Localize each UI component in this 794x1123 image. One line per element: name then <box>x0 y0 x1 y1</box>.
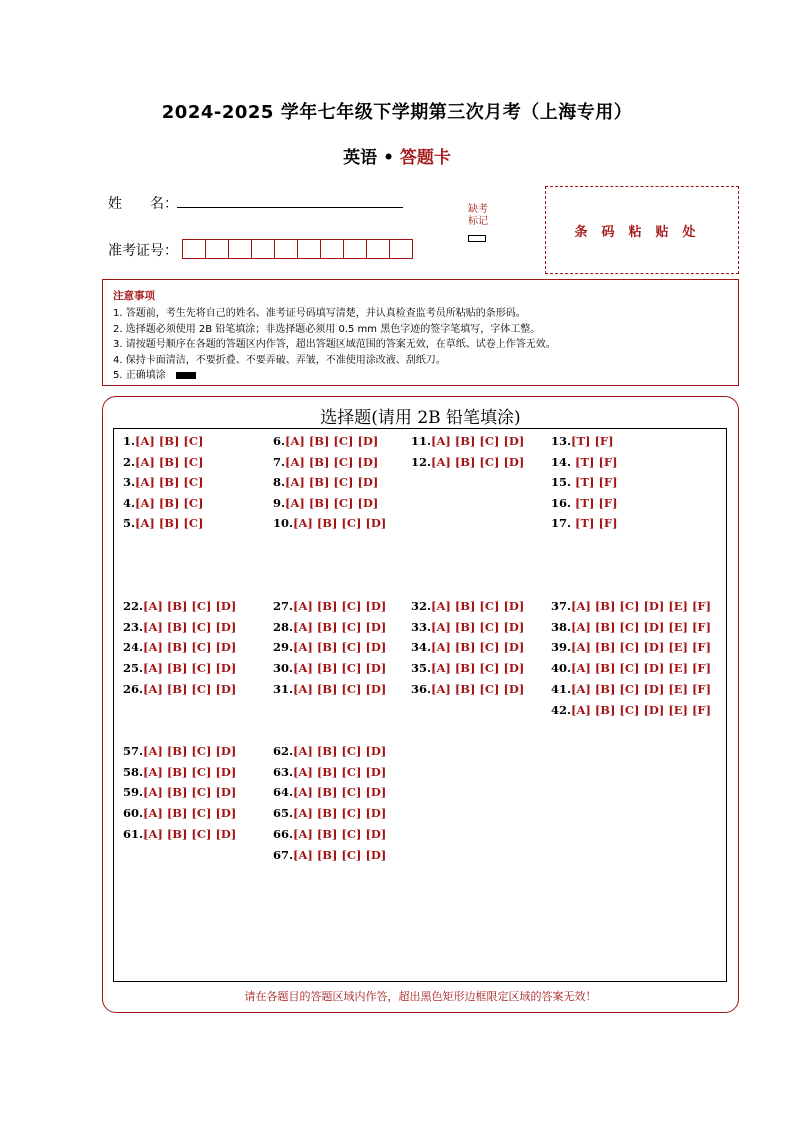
answer-options[interactable]: [A] [B] [C] [D] <box>293 744 387 758</box>
question-number: 61. <box>123 827 144 841</box>
answer-options[interactable]: [A] [B] [C] <box>135 475 204 489</box>
question-item[interactable] <box>411 455 524 469</box>
question-item[interactable] <box>273 661 386 675</box>
notice-item-fill-example <box>113 368 728 384</box>
id-digit-box[interactable] <box>389 239 413 259</box>
choice-title: 选择题(请用 2B 铅笔填涂) <box>320 408 521 428</box>
question-number: 4. <box>123 496 136 510</box>
id-boxes[interactable] <box>183 239 413 257</box>
question-item[interactable] <box>411 434 524 448</box>
question-item[interactable] <box>411 620 524 634</box>
filled-mark-icon <box>176 372 196 379</box>
question-number: 65. <box>273 806 294 820</box>
question-item[interactable] <box>411 599 524 613</box>
question-number: 26. <box>123 682 144 696</box>
name-label: 姓 名： <box>108 196 178 212</box>
answer-options[interactable]: [A] [B] [C] [D] <box>431 661 525 675</box>
answer-options[interactable]: [A] [B] [C] [D] <box>143 785 237 799</box>
question-item[interactable] <box>123 475 203 489</box>
question-number: 62. <box>273 744 294 758</box>
answer-options[interactable]: [A] [B] [C] [D] <box>431 599 525 613</box>
notice-item: 1. 答题前，考生先将自己的姓名、准考证号码填写清楚，并认真检查监考员所粘贴的条形码。 <box>113 308 526 319</box>
id-digit-box[interactable] <box>205 239 229 259</box>
answer-options[interactable]: [A] [B] [C] [D] <box>285 455 379 469</box>
question-item[interactable] <box>273 599 386 613</box>
question-number: 66. <box>273 827 294 841</box>
answer-options[interactable]: [A] [B] [C] [D] <box>293 827 387 841</box>
page-subtitle <box>0 143 794 168</box>
question-number: 10. <box>273 516 294 530</box>
question-number: 2. <box>123 455 136 469</box>
question-number: 40. <box>551 661 572 675</box>
question-number: 8. <box>273 475 286 489</box>
dot-separator: • <box>383 148 394 168</box>
card-name-label: 答题卡 <box>399 148 451 168</box>
answer-options[interactable]: [A] [B] [C] [D] <box>143 661 237 675</box>
id-digit-box[interactable] <box>274 239 298 259</box>
question-item[interactable] <box>273 785 386 799</box>
question-item[interactable] <box>273 848 386 862</box>
question-number: 17. <box>551 516 572 530</box>
answer-options[interactable]: [A] [B] [C] [D] <box>285 434 379 448</box>
question-item[interactable] <box>551 599 711 613</box>
question-item[interactable] <box>123 620 236 634</box>
question-number: 60. <box>123 806 144 820</box>
question-number: 41. <box>551 682 572 696</box>
question-item[interactable] <box>123 682 236 696</box>
question-number: 22. <box>123 599 144 613</box>
question-number: 15. <box>551 475 572 489</box>
question-item[interactable] <box>123 661 236 675</box>
question-number: 24. <box>123 640 144 654</box>
answer-options[interactable]: [A] [B] [C] [D] <box>293 806 387 820</box>
question-item[interactable] <box>273 434 378 448</box>
answer-options[interactable]: [A] [B] [C] [D] <box>293 620 387 634</box>
answer-options[interactable]: [A] [B] [C] [D] <box>285 475 379 489</box>
id-digit-box[interactable] <box>320 239 344 259</box>
question-number: 67. <box>273 848 294 862</box>
question-item[interactable] <box>273 744 386 758</box>
question-number: 31. <box>273 682 294 696</box>
id-digit-box[interactable] <box>297 239 321 259</box>
question-item[interactable] <box>123 516 203 530</box>
answer-options[interactable]: [A] [B] [C] [D] <box>431 620 525 634</box>
answer-options[interactable]: [A] [B] [C] <box>135 434 204 448</box>
question-number: 33. <box>411 620 432 634</box>
question-number: 32. <box>411 599 432 613</box>
question-number: 12. <box>411 455 432 469</box>
question-item[interactable] <box>551 703 711 717</box>
question-item[interactable] <box>273 516 386 530</box>
id-digit-box[interactable] <box>343 239 367 259</box>
answer-options[interactable]: [A] [B] [C] [D] <box>143 765 237 779</box>
notice-box <box>102 279 739 386</box>
question-item[interactable] <box>273 496 378 510</box>
answer-options[interactable]: [A] [B] [C] [D] <box>431 455 525 469</box>
notice-item-text: 5. 正确填涂 <box>113 370 166 381</box>
answer-options[interactable]: [T] [F] <box>571 455 618 469</box>
question-item[interactable] <box>551 496 618 510</box>
question-item[interactable] <box>123 640 236 654</box>
question-number: 16. <box>551 496 572 510</box>
answer-options[interactable]: [A] [B] [C] [D] [E] [F] <box>571 599 712 613</box>
question-number: 29. <box>273 640 294 654</box>
notice-item: 3. 请按题号顺序在各题的答题区内作答，超出答题区域范围的答案无效，在草纸、试卷上作答无效。 <box>113 339 556 350</box>
answer-options[interactable]: [A] [B] [C] [D] <box>431 434 525 448</box>
id-digit-box[interactable] <box>228 239 252 259</box>
question-item[interactable] <box>551 682 711 696</box>
answer-options[interactable]: [A] [B] [C] [D] [E] [F] <box>571 703 712 717</box>
question-number: 34. <box>411 640 432 654</box>
answer-options[interactable]: [A] [B] [C] [D] <box>431 640 525 654</box>
question-number: 6. <box>273 434 286 448</box>
question-item[interactable] <box>123 599 236 613</box>
name-field[interactable] <box>177 207 403 208</box>
barcode-area: 条码粘贴处 <box>545 186 739 274</box>
question-item[interactable] <box>411 661 524 675</box>
question-number: 13. <box>551 434 572 448</box>
answer-options[interactable]: [A] [B] [C] [D] <box>293 516 387 530</box>
question-number: 58. <box>123 765 144 779</box>
question-item[interactable] <box>273 475 378 489</box>
question-item[interactable] <box>273 806 386 820</box>
question-number: 64. <box>273 785 294 799</box>
question-number: 7. <box>273 455 286 469</box>
question-number: 11. <box>411 434 432 448</box>
absent-mark-box[interactable] <box>468 235 486 242</box>
answer-options[interactable]: [A] [B] [C] [D] <box>293 765 387 779</box>
question-number: 27. <box>273 599 294 613</box>
question-number: 39. <box>551 640 572 654</box>
answer-options[interactable]: [A] [B] [C] [D] <box>293 848 387 862</box>
answer-options[interactable]: [A] [B] [C] [D] <box>293 640 387 654</box>
question-number: 25. <box>123 661 144 675</box>
question-number: 14. <box>551 455 572 469</box>
answer-options[interactable]: [A] [B] [C] <box>135 516 204 530</box>
answer-options[interactable]: [A] [B] [C] [D] <box>143 599 237 613</box>
subject-label: 英语 <box>343 148 378 168</box>
question-item[interactable] <box>123 806 236 820</box>
answer-options[interactable]: [A] [B] [C] [D] [E] [F] <box>571 620 712 634</box>
question-item[interactable] <box>123 496 203 510</box>
answer-options[interactable]: [T] [F] <box>571 434 614 448</box>
question-number: 42. <box>551 703 572 717</box>
id-digit-box[interactable] <box>251 239 275 259</box>
answer-options[interactable]: [A] [B] [C] [D] <box>293 661 387 675</box>
question-item[interactable] <box>273 765 386 779</box>
answer-options[interactable]: [A] [B] [C] [D] <box>143 640 237 654</box>
question-item[interactable] <box>123 744 236 758</box>
answer-options[interactable]: [A] [B] [C] [D] <box>293 682 387 696</box>
id-label: 准考证号： <box>108 243 178 259</box>
question-item[interactable] <box>123 765 236 779</box>
id-digit-box[interactable] <box>182 239 206 259</box>
question-item[interactable] <box>551 434 614 448</box>
answer-options[interactable]: [A] [B] [C] [D] <box>143 744 237 758</box>
question-item[interactable] <box>551 661 711 675</box>
question-item[interactable] <box>273 682 386 696</box>
answer-options[interactable]: [A] [B] [C] [D] <box>293 785 387 799</box>
question-item[interactable] <box>551 455 618 469</box>
question-item[interactable] <box>123 434 203 448</box>
answer-options[interactable]: [A] [B] [C] <box>135 455 204 469</box>
answer-options[interactable]: [A] [B] [C] [D] [E] [F] <box>571 682 712 696</box>
question-number: 28. <box>273 620 294 634</box>
question-item[interactable] <box>551 620 711 634</box>
question-number: 57. <box>123 744 144 758</box>
question-number: 23. <box>123 620 144 634</box>
question-item[interactable] <box>411 682 524 696</box>
question-item[interactable] <box>123 785 236 799</box>
question-item[interactable] <box>273 640 386 654</box>
question-item[interactable] <box>273 827 386 841</box>
answer-options[interactable]: [A] [B] [C] [D] [E] [F] <box>571 661 712 675</box>
question-number: 38. <box>551 620 572 634</box>
answer-options[interactable]: [T] [F] <box>571 516 618 530</box>
question-number: 35. <box>411 661 432 675</box>
answer-options[interactable]: [A] [B] [C] [D] <box>293 599 387 613</box>
question-item[interactable] <box>123 827 236 841</box>
question-number: 30. <box>273 661 294 675</box>
question-item[interactable] <box>551 640 711 654</box>
footer-note: 请在各题目的答题区域内作答，超出黑色矩形边框限定区域的答案无效！ <box>244 990 597 1003</box>
question-number: 3. <box>123 475 136 489</box>
answer-options[interactable]: [T] [F] <box>571 475 618 489</box>
question-number: 9. <box>273 496 286 510</box>
question-number: 1. <box>123 434 136 448</box>
question-item[interactable] <box>411 640 524 654</box>
answer-options[interactable]: [A] [B] [C] [D] <box>143 620 237 634</box>
answer-options[interactable]: [A] [B] [C] [D] <box>285 496 379 510</box>
answer-options[interactable]: [A] [B] [C] <box>135 496 204 510</box>
question-number: 59. <box>123 785 144 799</box>
page-title: 2024-2025 学年七年级下学期第三次月考（上海专用） <box>161 102 633 123</box>
answer-options[interactable]: [A] [B] [C] [D] <box>143 806 237 820</box>
question-number: 36. <box>411 682 432 696</box>
question-item[interactable] <box>551 516 618 530</box>
answer-options[interactable]: [A] [B] [C] [D] [E] [F] <box>571 640 712 654</box>
question-item[interactable] <box>551 475 618 489</box>
question-number: 5. <box>123 516 136 530</box>
id-digit-box[interactable] <box>366 239 390 259</box>
question-number: 63. <box>273 765 294 779</box>
question-item[interactable] <box>273 620 386 634</box>
notice-title: 注意事项 <box>113 290 155 302</box>
question-item[interactable] <box>123 455 203 469</box>
notice-item: 4. 保持卡面清洁，不要折叠、不要弄破、弄皱，不准使用涂改液、刮纸刀。 <box>113 354 446 366</box>
question-number: 37. <box>551 599 572 613</box>
answer-options[interactable]: [T] [F] <box>571 496 618 510</box>
answer-options[interactable]: [A] [B] [C] [D] <box>431 682 525 696</box>
question-item[interactable] <box>273 455 378 469</box>
absent-mark-label: 缺考 标记 <box>468 204 488 227</box>
answer-options[interactable]: [A] [B] [C] [D] <box>143 682 237 696</box>
answer-options[interactable]: [A] [B] [C] [D] <box>143 827 237 841</box>
notice-item: 2. 选择题必须使用 2B 铅笔填涂；非选择题必须用 0.5 mm 黑色字迹的签字笔填写，字体工整。 <box>113 323 541 335</box>
